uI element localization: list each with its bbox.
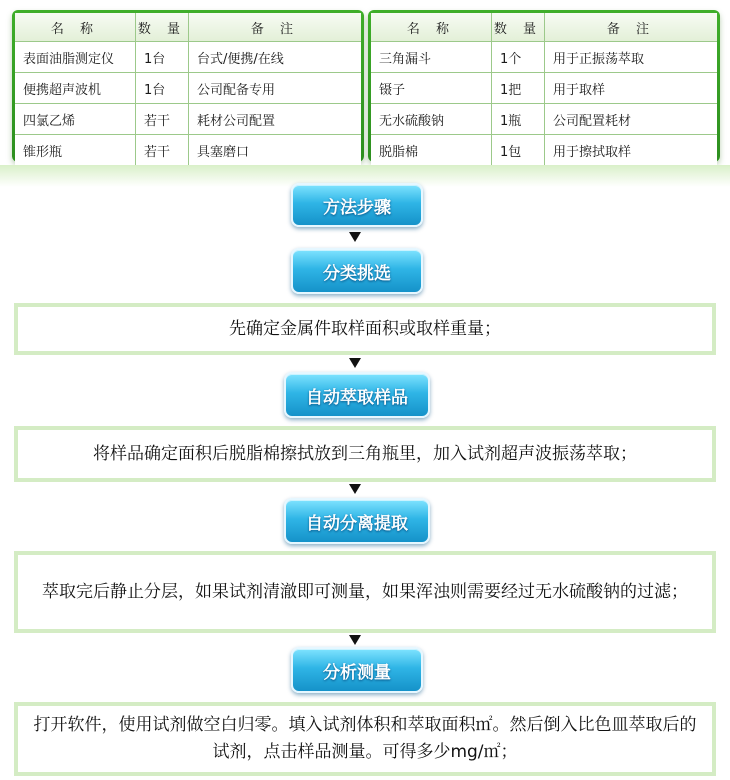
extract-step-text: 将样品确定面积后脱脂棉擦拭放到三角瓶里，加入试剂超声波振荡萃取； [14,426,716,482]
cell-note: 公司配置耗材 [545,104,718,135]
cell-quantity: 1个 [492,42,545,73]
down-arrow-icon [349,232,361,242]
table-row [371,104,717,135]
equipment-table-left-grid [15,13,361,165]
classify-step-button[interactable]: 分类挑选 [291,248,423,294]
table-row [15,135,361,166]
cell-name: 四氯乙烯 [15,104,136,135]
cell-quantity: 若干 [136,135,189,166]
table-row [15,42,361,73]
header-quantity: 数 量 [136,13,189,42]
cell-note: 用于取样 [545,73,718,104]
table-row [371,135,717,166]
cell-note: 具塞磨口 [197,144,250,160]
equipment-table-right-grid [371,13,717,165]
header-quantity: 数 量 [492,13,545,42]
table-row [371,73,717,104]
equipment-table-left [12,10,364,162]
cell-quantity: 1包 [492,135,545,166]
cell-note: 用于擦拭取样 [553,144,632,160]
cell-note: 耗材公司配置 [189,104,362,135]
cell-quantity: 若干 [136,104,189,135]
separate-step-button[interactable]: 自动分离提取 [284,498,430,544]
cell-note: 用于正振荡萃取 [545,42,718,73]
classify-step-text: 先确定金属件取样面积或取样重量； [14,303,716,355]
table-header-row [15,13,361,42]
measure-step-button[interactable]: 分析测量 [291,647,423,693]
down-arrow-icon [349,358,361,368]
equipment-tables [12,10,720,162]
cell-name: 三角漏斗 [371,42,492,73]
header-name: 名 称 [15,13,136,42]
table-header-row [371,13,717,42]
cell-quantity: 1瓶 [492,104,545,135]
down-arrow-icon [349,484,361,494]
header-name: 名 称 [371,13,492,42]
extract-step-button[interactable]: 自动萃取样品 [284,372,430,418]
method-steps-button[interactable]: 方法步骤 [291,183,423,227]
cell-quantity: 1台 [136,42,189,73]
cell-quantity: 1把 [492,73,545,104]
header-note: 备 注 [189,13,362,42]
cell-name: 锥形瓶 [15,135,136,166]
cell-note: 公司配备专用 [189,73,362,104]
header-note: 备 注 [545,13,718,42]
table-row [15,104,361,135]
measure-step-text: 打开软件，使用试剂做空白归零。填入试剂体积和萃取面积㎡。然后倒入比色皿萃取后的试剂，点击样品测量。可得多少mg/㎡； [14,702,716,776]
equipment-table-right [368,10,720,162]
cell-name: 镊子 [371,73,492,104]
down-arrow-icon [349,635,361,645]
table-row [371,42,717,73]
cell-quantity: 1台 [136,73,189,104]
cell-name: 无水硫酸钠 [371,104,492,135]
cell-note: 台式/便携/在线 [189,42,362,73]
separate-step-text: 萃取完后静止分层，如果试剂清澈即可测量，如果浑浊则需要经过无水硫酸钠的过滤； [14,551,716,633]
cell-name: 脱脂棉 [371,135,492,166]
cell-name: 表面油脂测定仪 [15,42,136,73]
table-row [15,73,361,104]
cell-name: 便携超声波机 [15,73,136,104]
